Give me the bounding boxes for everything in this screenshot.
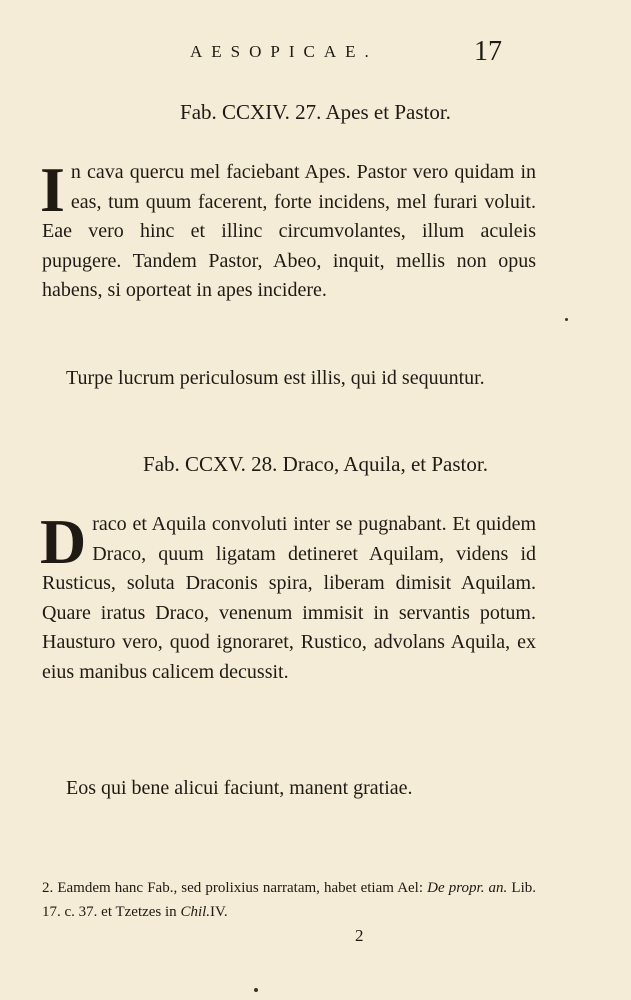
- fable-text-1: [40, 154, 536, 306]
- fable-text-2: [40, 506, 536, 687]
- fable-body-1: n cava quercu mel faciebant Apes. Pastor vero quidam in eas, tum quum facerent, forte incidens, mel furari voluit. Eae vero hinc et illinc circumvolantes, illum aculeis pupugere. Tandem Pastor, Abeo, inquit, mellis non opus habens, si oporteat in apes incidere.: [42, 161, 536, 301]
- fable-moral-1: Turpe lucrum periculosum est illis, qui id sequuntur.: [66, 367, 485, 389]
- footnote-marker: 2.: [42, 880, 54, 896]
- running-title: AESOPICAE.: [190, 42, 378, 61]
- page-number: 17: [474, 36, 502, 67]
- fable-title-1: Fab. CCXIV. 27. Apes et Pastor.: [180, 100, 451, 124]
- ink-speck: [254, 988, 258, 992]
- footnote: [42, 876, 536, 924]
- footnote-text-b: Lib. 17. c. 37. et Tzetzes in: [42, 880, 537, 920]
- dropcap-1: I: [40, 154, 65, 225]
- footnote-work-2: Chil.: [180, 904, 211, 920]
- dropcap-2: D: [40, 506, 87, 577]
- ink-speck: [565, 318, 568, 321]
- printer-signature: 2: [355, 926, 364, 945]
- footnote-text-c: IV.: [210, 904, 228, 920]
- footnote-text-a: Eamdem hanc Fab., sed prolixius narratam, habet etiam Ael:: [57, 880, 424, 896]
- fable-body-2: raco et Aquila convoluti inter se pugnabant. Et quidem Draco, quum ligatam detineret Aquilam, videns id Rusticus, soluta Draconis spira, liberam dimisit Aquilam. Quare iratus Draco, venenum immisit in servantis potum. Hausturo vero, quod ignoraret, Rustico, advolans Aquila, ex eius manibus calicem decussit.: [42, 513, 536, 683]
- fable-moral-2: Eos qui bene alicui faciunt, manent gratiae.: [66, 777, 413, 799]
- footnote-work: De propr. an.: [427, 880, 508, 896]
- fable-title-2: Fab. CCXV. 28. Draco, Aquila, et Pastor.: [143, 452, 488, 476]
